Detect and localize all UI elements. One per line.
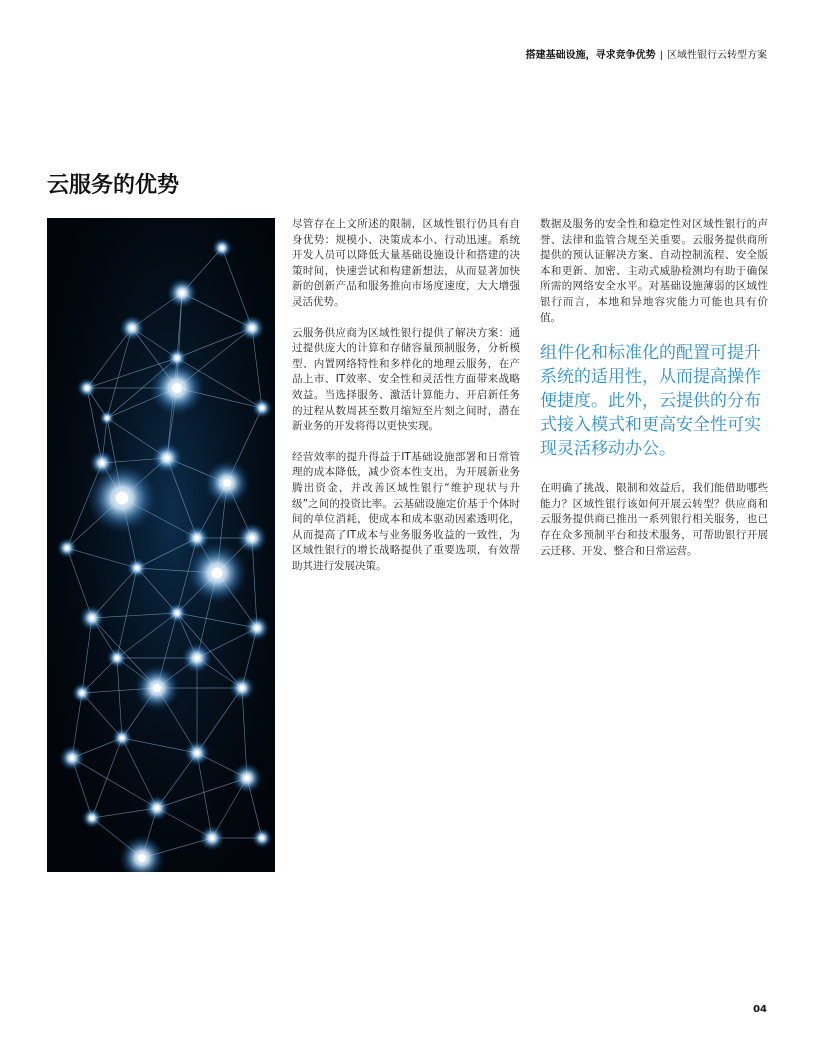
header-doc-title: 区域性银行云转型方案	[667, 50, 767, 61]
network-node	[90, 616, 95, 621]
network-node	[223, 479, 231, 487]
network-node	[135, 566, 139, 570]
network-node	[195, 536, 200, 541]
network-node	[240, 686, 245, 691]
network-node	[175, 356, 179, 360]
network-node	[70, 756, 75, 761]
network-node	[220, 246, 224, 250]
network-node	[260, 406, 264, 410]
network-hero-image	[47, 218, 275, 872]
page-number: 04	[753, 1004, 767, 1015]
text-column-right	[540, 217, 768, 574]
network-node	[172, 383, 182, 393]
network-node	[210, 836, 215, 841]
network-node	[80, 691, 84, 695]
network-node	[212, 568, 223, 579]
network-node	[260, 836, 264, 840]
network-node	[164, 455, 169, 460]
text-column-left	[292, 217, 520, 589]
network-node	[90, 816, 94, 820]
paragraph-efficiency: 经营效率的提升得益于IT基础设施部署和日常管理的成本降低，减少资本性支出，为开展新业务腾出资金，并改善区域性银行“维护现状与升级”之间的投资比率。云基础设施定价基于个体时间的单位消耗，使成本和成本驱动因素透明化，从而提高了IT成本与业务服务收益的一致性，为区域性银行的增长战略提供了重要选项，有效帮助其进行发展决策。	[292, 450, 520, 572]
network-node	[130, 326, 135, 331]
network-node	[153, 684, 161, 692]
paragraph-security: 数据及服务的安全性和稳定性对区域性银行的声誉、法律和监管合规至关重要。云服务提供商所提供的预认证解决方案、自动控制流程、安全版本和更新、加密、主动式威胁检测均有助于确保所需的网络安全水平。对基础设施薄弱的区域性银行而言，本地和异地容灾能力可能也具有价值。	[540, 218, 768, 324]
header-separator: |	[659, 50, 663, 61]
network-node	[85, 386, 89, 390]
network-node	[244, 775, 249, 780]
network-node	[115, 656, 119, 660]
network-node	[195, 751, 200, 756]
network-node	[100, 461, 105, 466]
network-node	[179, 290, 184, 295]
network-node	[175, 611, 179, 615]
page-title: 云服务的优势	[47, 173, 180, 198]
network-node	[194, 655, 199, 660]
network-node	[116, 492, 129, 505]
paragraph-advantages: 尽管存在上文所述的限制，区域性银行仍具有自身优势：规模小、决策成本小、行动迅速。系统开发人员可以降低大量基础设施设计和搭建的决策时间，快速尝试和构建新想法，从而显著加快新的创新产品和服务推向市场度速度，大大增强灵活优势。	[292, 218, 520, 308]
network-node	[249, 535, 254, 540]
network-node	[138, 854, 146, 862]
network-node	[106, 417, 109, 420]
network-illustration	[47, 218, 275, 872]
network-node	[65, 546, 69, 550]
paragraph-capabilities: 在明确了挑战、限制和效益后，我们能借助哪些能力？区域性银行该如何开展云转型？供应商和云服务提供商已推出一系列银行相关服务，也已存在众多预制平台和技术服务，可帮助银行开展云迁移、开发、整合和日常运营。	[540, 482, 768, 557]
pull-quote: 组件化和标准化的配置可提升系统的适用性，从而提高操作便捷度。此外，云提供的分布式接入模式和更高安全性可实现灵活移动办公。	[540, 343, 761, 460]
header-section: 搭建基础设施，寻求竞争优势	[525, 50, 656, 61]
network-node	[255, 626, 260, 631]
network-node	[155, 806, 160, 811]
paragraph-cloud-solution: 云服务供应商为区域性银行提供了解决方案：通过提供庞大的计算和存储容量预制服务，分析模型、内置网络特性和多样化的地理云服务，在产品上市、IT效率、安全性和灵活性方面带来战略效益。当选择服务、激活计算能力、开启新任务的过程从数周甚至数月缩短至片刻之间时，潜在新业务的开发将得以更快实现。	[292, 326, 520, 433]
network-node	[250, 326, 255, 331]
network-node	[120, 736, 124, 740]
running-header	[526, 46, 767, 61]
